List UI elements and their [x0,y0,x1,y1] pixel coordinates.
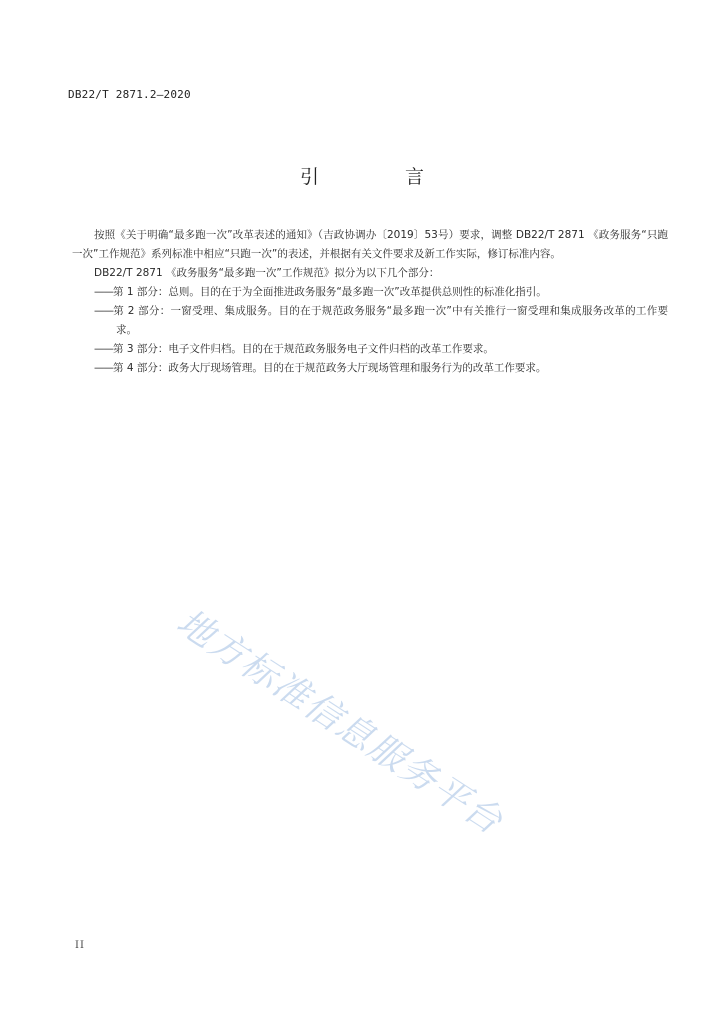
list-item-text: 第 2 部分：一窗受理、集成服务。目的在于规范政务服务“最多跑一次”中有关推行一窗受理和集成服务改革的工作要求。 [113,305,668,336]
list-dash: —— [94,362,113,374]
intro-paragraph: 按照《关于明确“最多跑一次”改革表述的通知》（吉政协调办〔2019〕53号）要求，调整 DB22/T 2871 《政务服务“只跑一次”工作规范》系列标准中相应“只跑一次”的表述，并根据有关文件要求及新工作实际，修订标准内容。 [72,229,668,260]
document-code: DB22/T 2871.2—2020 [68,88,191,101]
document-body [72,226,668,378]
list-item [72,340,668,359]
list-item [72,359,668,378]
list-dash: —— [94,286,113,298]
list-item [72,283,668,302]
list-item-text: 第 4 部分：政务大厅现场管理。目的在于规范政务大厅现场管理和服务行为的改革工作要求。 [113,362,547,374]
parts-intro-paragraph: DB22/T 2871 《政务服务“最多跑一次”工作规范》拟分为以下几个部分： [94,267,440,279]
list-dash: —— [94,343,113,355]
list-dash: —— [94,305,113,317]
page-title: 引 言 [299,166,465,188]
watermark: 地方标准信息服务平台 [169,601,511,844]
list-item [72,302,668,340]
list-item-text: 第 3 部分：电子文件归档。目的在于规范政务服务电子文件归档的改革工作要求。 [113,343,494,355]
list-item-text: 第 1 部分：总则。目的在于为全面推进政务服务“最多跑一次”改革提供总则性的标准化指引。 [113,286,547,298]
page-number: II [75,940,85,951]
